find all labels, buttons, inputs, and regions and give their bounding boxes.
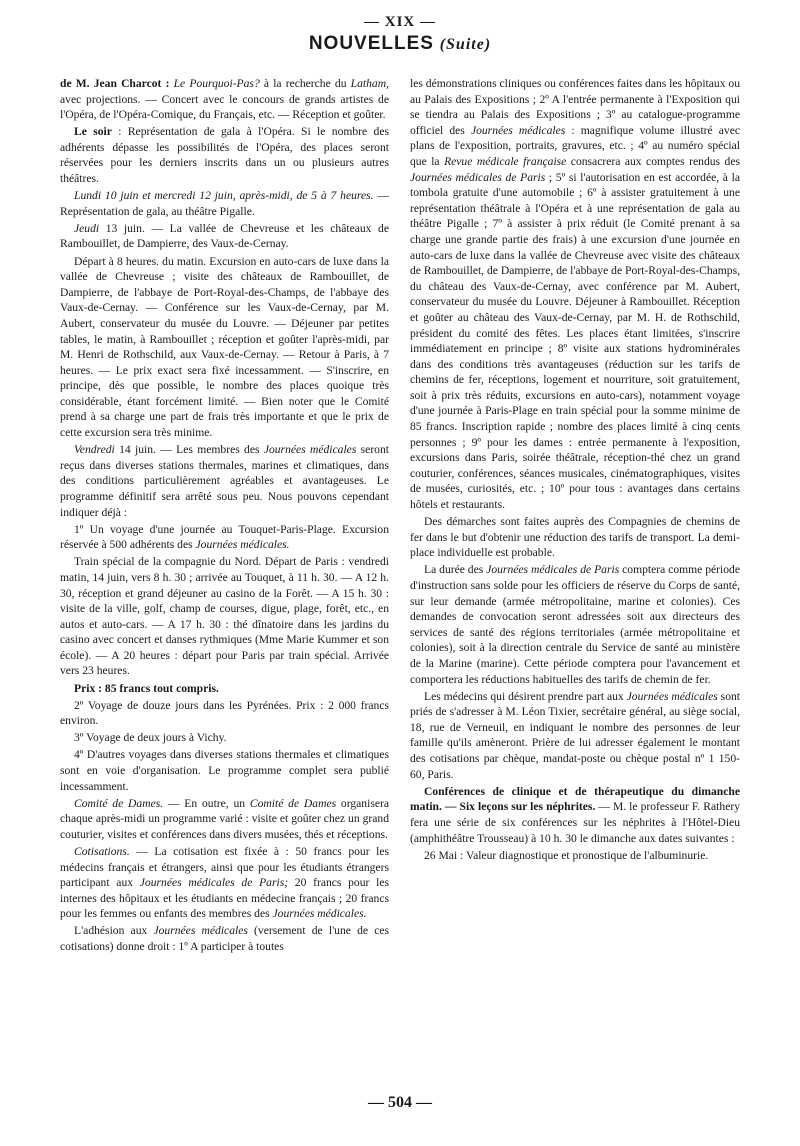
paragraph: Départ à 8 heures. du matin. Excursion en auto-cars de luxe dans la vallée de Chevreuse ; visite des châteaux de Rambouillet, de Dampierre, de l'abbaye de Port-Royal-des-Champs, de l'abbaye des Vaux-de-Cernay. — Conférence sur les Vaux-de-Cernay, par M. Aubert, conservateur du musée du Louvre. — Déjeuner par petites tables, le matin, à Rambouillet ; réception et goûter l'après-midi, par M. Henri de Rothschild, aux Vaux-de-Cernay. — Retour à Paris, à 7 heures. — Le prix exact sera fixé incessamment. — S'inscrire, en principe, dès que possible, le nombre des places quoique très considérable, étant forcément limité. — Bien noter que le Comité prend à sa charge une part de frais très importante et que le prix de cette excursion sera très minime. xyxy=(60,254,389,440)
paragraph: 1º Un voyage d'une journée au Touquet-Paris-Plage. Excursion réservée à 500 adhérents des Journées médicales. xyxy=(60,522,389,552)
section-title-suffix: (Suite) xyxy=(439,36,492,53)
paragraph: Conférences de clinique et de thérapeutique du dimanche matin. — Six leçons sur les néphrites. — M. le professeur F. Rathery fera une série de six conférences sur les néphrites à l'Hôtel-Dieu (amphithéâtre Trousseau) à 10 h. 30 le dimanche aux dates suivantes : xyxy=(410,784,740,845)
paragraph: Vendredi 14 juin. — Les membres des Journées médicales seront reçus dans diverses stations thermales, marines et climatiques, dans des conditions particulièrement agréables et avantageuses. Le programme définitif sera arrêté sous peu. Nous pouvons cependant indiquer déjà : xyxy=(60,443,389,519)
paragraph: Lundi 10 juin et mercredi 12 juin, après-midi, de 5 à 7 heures. — Représentation de gala, au théâtre Pigalle. xyxy=(60,189,390,218)
page-header xyxy=(0,14,800,55)
paragraph: de M. Jean Charcot : Le Pourquoi-Pas? à la recherche du Latham, avec projections. — Concert avec le concours de grands artistes de l'Opéra, de l'Opéra-Comique, du Français, etc. — Réception et goûter. xyxy=(60,77,389,122)
paragraph: 3º Voyage de deux jours à Vichy. xyxy=(74,731,227,745)
paragraph: Comité de Dames. — En outre, un Comité de Dames organisera chaque après-midi un programme varié : visite et goûter chez un grand couturier, visites et conférences dans divers musées, thés et réceptions. xyxy=(60,796,389,841)
right-column xyxy=(410,76,740,865)
paragraph: Cotisations. — La cotisation est fixée à : 50 francs pour les médecins français et étrangers, ainsi que pour les étudiants étrangers participant aux Journées médicales de Paris; 20 francs pour les internes des hôpitaux et les étudiants en médecine français ; 20 francs pour les femmes ou enfants des membres des Journées médicales. xyxy=(60,845,389,921)
paragraph: 2º Voyage de douze jours dans les Pyrénées. Prix : 2 000 francs environ. xyxy=(60,698,389,728)
paragraph: 26 Mai : Valeur diagnostique et pronostique de l'albuminurie. xyxy=(424,848,709,862)
section-heading: Conférences de clinique et de thérapeutique du dimanche matin. — Six leçons sur les néphrites. xyxy=(410,784,740,814)
paragraph: L'adhésion aux Journées médicales (versement de l'une de ces cotisations) donne droit : 1º A participer à toutes xyxy=(60,924,389,954)
paragraph: La durée des Journées médicales de Paris comptera comme période d'instruction sans solde pour les officiers de réserve du Corps de santé, sur leur demande (armée métropolitaine, marine et colonies). Ces demandes de convocation seront adressées soit aux directeurs des services de santé des régions territoriales (armée métropolitaine et colonies), soit à la direction centrale du Service de santé au ministère de la Marine (marine). Cette période comptera pour l'avancement et comportera les réductions habituelles des tarifs de chemin de fer. xyxy=(410,563,740,686)
paragraph: Le soir : Représentation de gala à l'Opéra. Si le nombre des adhérents dépasse les possibilités de l'Opéra, des places seront réservées pour les derniers inscrits dans un ou plusieurs autres théâtres. xyxy=(60,125,389,186)
roman-folio: — XIX — xyxy=(363,14,436,30)
left-column xyxy=(60,76,389,956)
page-number: — 504 — xyxy=(368,1094,432,1111)
paragraph: Jeudi 13 juin. — La vallée de Chevreuse et les châteaux de Rambouillet, de Dampierre, des Vaux-de-Cernay. xyxy=(60,221,389,251)
paragraph: Les médecins qui désirent prendre part aux Journées médicales sont priés de s'adresser à M. Léon Tixier, secrétaire général, au siège social, 18, rue de Verneuil, en indiquant le nombre des personnes de leur famille qu'ils amèneront. Prière de lui adresser également le montant des cotisations par chèque, mandat-poste ou chèque postal nº 1 150-60, Paris. xyxy=(410,689,741,781)
paragraph: 4º D'autres voyages dans diverses stations thermales et climatiques sont en voie d'organisation. Le programme complet sera publié incessamment. xyxy=(60,748,389,793)
paragraph: Des démarches sont faites auprès des Compagnies de chemins de fer dans le but d'obtenir une réduction des tarifs de transport. La demi-place individuelle est probable. xyxy=(410,515,740,560)
section-title-main: NOUVELLES xyxy=(308,33,434,54)
section-title xyxy=(0,33,800,55)
paragraph: Train spécial de la compagnie du Nord. Départ de Paris : vendredi matin, 14 juin, vers 8 h. 30 ; arrivée au Touquet, à 11 h. 30. — A 12 h. 30, réception et grand déjeuner au casino de la Forêt. — A 15 h. 30 : visite de la ville, golf, champ de courses, digue, plage, forêt, etc., en autos et auto-cars. — A 17 h. 30 : thé dînatoire dans les jardins du casino avec concert et danses rythmiques (Mme Marie Kummer et son école). — A 20 heures : départ pour Paris par train spécial. Arrivée vers 23 heures. xyxy=(60,555,389,678)
paragraph: les démonstrations cliniques ou conférences faites dans les hôpitaux ou au Palais des Expositions ; 2º A l'entrée permanente à l'Exposition qui se tiendra au Palais des Expositions ; 3º au catalogue-programme officiel des Journées médicales : magnifique volume illustré avec plans de l'exposition, portraits, gravures, etc. ; 4º au numéro spécial que la Revue médicale française consacrera aux comptes rendus des Journées médicales de Paris ; 5º si l'autorisation en est accordée, à la tombola gratuite d'une automobile ; 6º à assister gratuitement à une représentation théâtrale à l'Opéra et à une représentation de gala au théâtre Pigalle ; 7º à assister à prix réduit (le Comité prenant à sa charge une grande partie des frais) à une excursion d'une journée en auto-cars de luxe dans la vallée de Chevreuse avec visite des châteaux de Rambouillet, de Dampierre, de l'abbaye de Port-Royal-des-Champs, du château des Vaux-de-Cernay, avec conférence par M. Aubert, conservateur du musée du Louvre. Déjeuner à Rambouillet. Réception et goûter au château des Vaux-de-Cernay, par M. H. de Rothschild, président du comité des fêtes. Les places étant limitées, s'inscrire immédiatement en principe ; 8º visite aux stations hydrominérales dans des conditions très avantageuses (réduction sur les tarifs de chemins de fer, réceptions, logement et nourriture, soit gratuitement, soit à prix très réduits, excursions en auto-cars), notamment voyage d'une journée à Paris-Plage en train spécial pour la somme minime de 85 francs. Inscription rapide ; nombre des places limité à cinq cents personnes ; 9º pour les dames : entrée permanente à l'exposition, excursions dans Paris, soirée théâtrale, réception-thé chez un grand couturier, conférences, séances musicales, cinématographiques, visites de musées, curiosités, etc. ; 10º pour tous : avantages dans certains hôtels et restaurants. xyxy=(410,77,741,512)
paragraph: Prix : 85 francs tout compris. xyxy=(74,681,219,695)
